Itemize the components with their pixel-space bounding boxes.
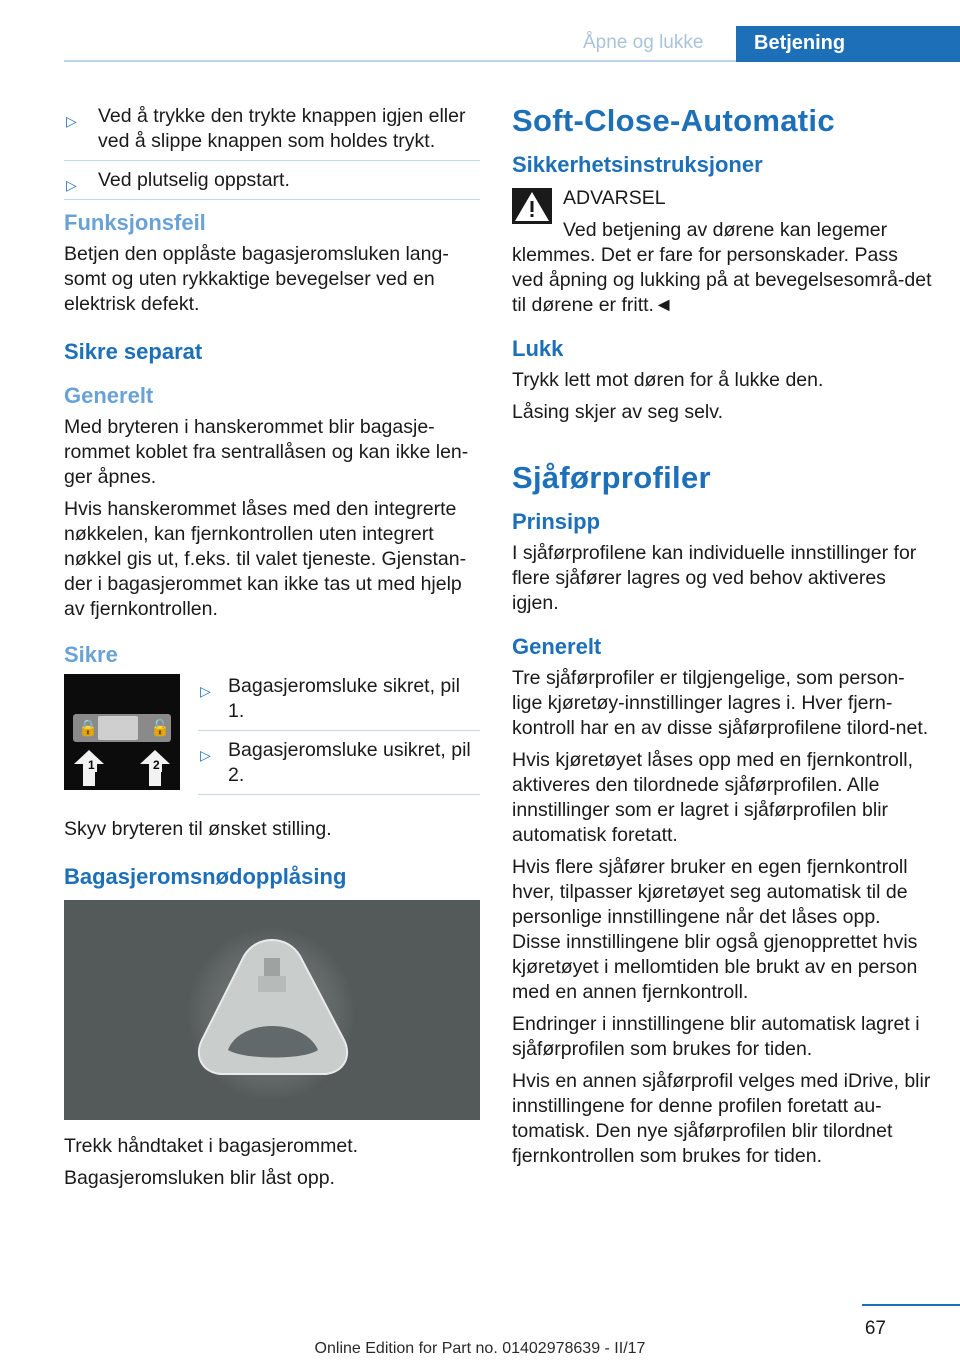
heading-safety-instructions: Sikkerhetsinstruksjoner	[512, 152, 763, 177]
paragraph: Med bryteren i hanskerommet blir bagasje-rommet koblet fra sentrallåsen og kan ikke len-ger åpnes.	[64, 416, 469, 488]
triangle-bullet-icon: ▷	[66, 113, 77, 129]
list-item: ▷ Bagasjeromsluke sikret, pil 1.	[198, 674, 480, 731]
arrow-label-1: 1	[88, 758, 95, 772]
paragraph: Låsing skjer av seg selv.	[512, 401, 723, 423]
paragraph: Hvis flere sjåfører bruker en egen fjernkontroll hver, tilpasser kjøretøyet seg automatisk til de personlige innstillingene når det låses opp. Disse innstillingene blir også gjenopprettet hvis kjøretøyet i mellomtiden ble brukt av en person med en annen fjernkontroll.	[512, 856, 918, 1003]
list-item: ▷ Bagasjeromsluke usikret, pil 2.	[198, 738, 480, 795]
heading-general: Generelt	[512, 634, 602, 659]
header-chapter-tab: Betjening	[736, 26, 960, 62]
arrow-label-2: 2	[153, 758, 160, 772]
paragraph: Skyv bryteren til ønsket stilling.	[64, 818, 332, 840]
warning-triangle-icon	[512, 188, 552, 224]
paragraph: Trykk lett mot døren for å lukke den.	[512, 369, 824, 391]
heading-driver-profiles: Sjåførprofiler	[512, 460, 711, 495]
bullet-list-secure	[198, 674, 480, 795]
paragraph: I sjåførprofilene kan individuelle innstillinger for flere sjåfører lagres og ved behov aktiveres igjen.	[512, 542, 917, 614]
lock-open-icon: 🔓	[150, 720, 170, 737]
heading-emergency-release: Bagasjeromsnødopplåsing	[64, 864, 347, 889]
right-column	[512, 104, 932, 1176]
paragraph: Bagasjeromsluken blir låst opp.	[64, 1167, 335, 1189]
page-number: 67	[864, 1318, 886, 1339]
trunk-release-handle-photo	[64, 900, 480, 1120]
paragraph: Hvis kjøretøyet låses opp med en fjernkontroll, aktiveres den tilordnede sjåførprofilen. Alle innstillinger som er lagret i sjåførprofilen blir automatisk foretatt.	[512, 749, 913, 846]
warning-block	[512, 186, 932, 318]
footer-edition: Online Edition for Part no. 01402978639 - II/17	[314, 1340, 646, 1357]
heading-close: Lukk	[512, 336, 564, 361]
list-item: ▷ Ved å trykke den trykte knappen igjen eller ved å slippe knappen som holdes trykt.	[64, 104, 480, 161]
heading-secure: Sikre	[64, 642, 118, 667]
heading-secure-separately: Sikre separat	[64, 339, 203, 364]
bullet-list-top	[64, 104, 480, 200]
paragraph: Hvis hanskerommet låses med den integrerte nøkkelen, kan fjernkontrollen uten integrert nøkkel gis ut, f.eks. til valet tjeneste. Gjenstan-der i bagasjerommet kan ikke tas ut med hjelp av fjernkontrollen.	[64, 498, 467, 620]
heading-soft-close: Soft-Close-Automatic	[512, 103, 835, 138]
lock-closed-icon: 🔒	[78, 720, 98, 737]
glovebox-switch-photo	[64, 674, 180, 790]
triangle-bullet-icon: ▷	[66, 177, 77, 193]
triangle-bullet-icon: ▷	[200, 747, 211, 763]
footer-rule	[862, 1304, 960, 1306]
heading-malfunction: Funksjonsfeil	[64, 210, 206, 235]
release-handle-icon	[64, 900, 480, 1120]
left-column	[64, 104, 480, 1198]
paragraph: Hvis en annen sjåførprofil velges med iDrive, blir innstillingene for denne profilen foretatt au-tomatisk. Den nye sjåførprofilen blir tilordnet fjernkontrollen som brukes for tiden.	[512, 1070, 931, 1167]
paragraph: Endringer i innstillingene blir automatisk lagret i sjåførprofilen som brukes for tiden.	[512, 1013, 920, 1060]
triangle-bullet-icon: ▷	[200, 683, 211, 699]
paragraph: Trekk håndtaket i bagasjerommet.	[64, 1135, 359, 1157]
header-section-title: Åpne og lukke	[583, 32, 704, 53]
heading-principle: Prinsipp	[512, 509, 601, 534]
paragraph: Betjen den opplåste bagasjeromsluken lang-somt og uten rykkaktige bevegelser ved en elektrisk defekt.	[64, 243, 449, 315]
paragraph: Tre sjåførprofiler er tilgjengelige, som person-lige kjøretøy-innstillinger lagres i. Hver fjern-kontroll har en av disse sjåførprofilene tilord-net.	[512, 667, 929, 739]
secure-section	[64, 674, 480, 805]
heading-general: Generelt	[64, 383, 154, 408]
warning-title: ADVARSEL	[563, 187, 666, 209]
list-item: ▷ Ved plutselig oppstart.	[64, 168, 480, 200]
warning-text: Ved betjening av dørene kan legemer klemmes. Det er fare for personskader. Pass ved åpning og lukking på at bevegelsesområ-det til dørene er fritt.◄	[512, 219, 932, 316]
